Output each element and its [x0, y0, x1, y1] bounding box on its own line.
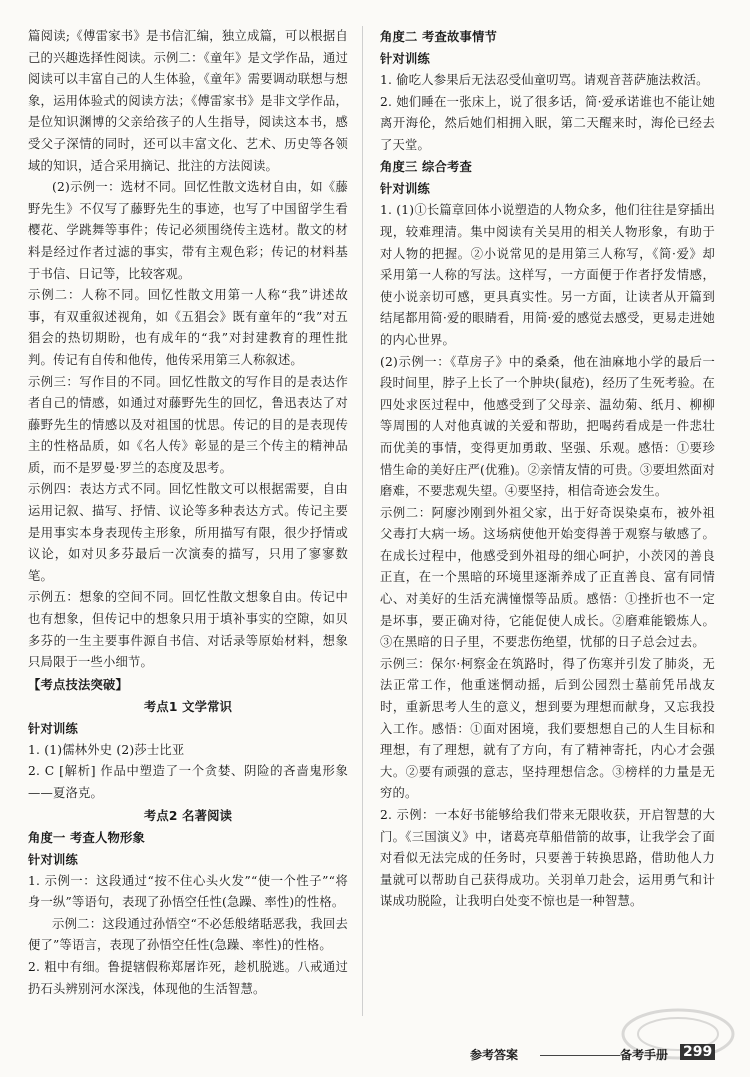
- r-answer-1: 1. 偷吃人参果后无法忍受仙童叨骂。请观音菩萨施法救活。: [380, 73, 709, 87]
- answer-2: 2. C [解析] 作品中塑造了一个贪婪、阴险的吝啬鬼形象——夏洛克。: [28, 764, 348, 800]
- r-answer-6: 示例三：保尔·柯察金在筑路时，得了伤寒并引发了肺炎，无法正常工作，他重迷惘动摇，后到公园烈士墓前凭吊战友时，重新思考人生的意义，想到要为理想而献身，又忘我投入工作。感悟：①面对困境，我们要想想自己的人生目标和理想，有了理想，就有了方向，有了精神寄托，内心才会强大。②要有顽强的意志，坚持理想信念。③榜样的力量是无穷的。: [380, 656, 715, 801]
- left-column: [28, 26, 348, 1000]
- r-answer-4: (2)示例一：《草房子》中的桑桑，他在油麻地小学的最后一段时间里，脖子上长了一个肿块(鼠疮)，经历了生死考验。在四处求医过程中，他感受到了父母亲、温幼菊、纸月、柳柳等周围的人对他真诚的关爱和帮助，把喝药看成是一件悲壮而优美的事情，变得更加勇敢、坚强、乐观。感悟：①要珍惜生命的美好庄严(优雅)。②亲情友情的可贵。③要坦然面对磨难，不要悲观失望。④要坚持，相信奇迹会发生。: [380, 354, 715, 499]
- zhendui-label-2: 针对训练: [28, 852, 78, 867]
- jiaodu-2-title: 角度二 考查故事情节: [380, 30, 497, 44]
- para-2: (2)示例一：选材不同。回忆性散文选材自由，如《藤野先生》不仅写了藤野先生的事迹，也写了中国留学生看樱花、学跳舞等事件；传记必须围绕传主选材。散文的材料是经过作者过滤的事实，带有主观色彩；传记的材料基于书信、日记等，比较客观。: [28, 180, 348, 281]
- answer-4: 2. 粗中有细。鲁提辖假称郑屠诈死，趁机脱逃。八戒通过扔石头辨别河水深浅，体现他的生活智慧。: [28, 959, 348, 996]
- footer-rule: [540, 1055, 620, 1056]
- para-6: 示例五：想象的空间不同。回忆性散文想象自由。传记中也有想象，但传记中的想象只用于填补事实的空隙，如贝多芬的一生主要事件源自书信、对话录等原始材料，想象只局限于一些小细节。: [28, 590, 348, 670]
- r-answer-7: 2. 示例：一本好书能够给我们带来无限收获，开启智慧的大门。《三国演义》中，诸葛亮草船借箭的故事，让我学会了面对看似无法完成的任务时，只要善于转换思路，借助他人力量就可以帮助自己获得成功。关羽单刀赴会，运用勇气和计谋成功脱险，让我明白处变不惊也是一种智慧。: [380, 808, 715, 909]
- r-answer-2: 2. 她们睡在一张床上，说了很多话，简·爱承诺谁也不能让她离开海伦，然后她们相拥入眠，第二天醒来时，海伦已经去了天堂。: [380, 94, 715, 152]
- para-3: 示例二：人称不同。回忆性散文用第一人称“我”讲述故事，有双重叙述视角，如《五猖会》既有童年的“我”对五猖会的热切期盼，也有成年的“我”对封建教育的理性批判。传记有自传和他传，他传采用第三人称叙述。: [28, 288, 348, 367]
- section-title: 【考点技法突破】: [28, 677, 128, 692]
- kaodian-2-title: 考点2 名著阅读: [143, 808, 233, 823]
- footer-label-handbook: 备考手册: [620, 1048, 669, 1062]
- para-4: 示例三：写作目的不同。回忆性散文的写作目的是表达作者自己的情感，如通过对藤野先生的回忆，鲁迅表达了对藤野先生的情感以及对祖国的忧思。传记的目的是表现传主的性格品质，如《名人传》彰显的是三个传主的精神品质，而不是罗曼·罗兰的态度及思考。: [28, 374, 348, 475]
- page-number: 299: [680, 1044, 715, 1060]
- page-footer: [470, 1044, 720, 1064]
- zhendui-label-1: 针对训练: [28, 721, 78, 736]
- column-divider: [362, 26, 363, 1016]
- footer-label-answers: 参考答案: [470, 1048, 519, 1062]
- answer-3: 1. 示例一：这段通过“按不住心头火发”“使一个性子”“将身一纵”等语句，表现了孙悟空任性(急躁、率性)的性格。: [28, 873, 348, 910]
- para-1: 篇阅读;《傅雷家书》是书信汇编，独立成篇，可以根据自己的兴趣选择性阅读。示例二：《童年》是文学作品，通过阅读可以丰富自己的人生体验，《童年》需要调动联想与想象，运用体验式的阅读方法；《傅雷家书》是非文学作品，是位知识渊博的父亲给孩子的人生指导，阅读这本书，感受父子深情的同时，还可以丰富文化、艺术、历史等各领域的知识，适合采用摘记、批注的方法阅读。: [28, 29, 348, 173]
- answer-3b: 示例二：这段通过孙悟空“不必恁般绪聒恶我，我回去便了”等语言，表现了孙悟空任性(急躁、率性)的性格。: [28, 916, 348, 953]
- answer-1: 1. (1)儒林外史 (2)莎士比亚: [28, 742, 185, 757]
- r-answer-5: 示例二：阿廖沙刚到外祖父家，出于好奇误染桌布，被外祖父毒打大病一场。这场病使他开始变得善于观察与敏感了。在成长过程中，他感受到外祖母的细心呵护，小茨冈的善良正直，在一个黑暗的环境里逐渐养成了正直善良、富有同情心、对美好的生活充满憧憬等品质。感悟：①挫折也不一定是坏事，要正确对待，它能促使人成长。②磨难能锻炼人。③在黑暗的日子里，不要悲伤绝望，忧郁的日子总会过去。: [380, 505, 715, 650]
- para-5: 示例四：表达方式不同。回忆性散文可以根据需要，自由运用记叙、描写、抒情、议论等多种表达方式。传记主要是用事实本身表现传主形象，所用描写有限，很少抒情或议论，如对贝多芬最后一次演奏的描写，只用了寥寥数笔。: [28, 482, 348, 583]
- jiaodu-3-title: 角度三 综合考查: [380, 160, 472, 175]
- zhendui-label-4: 针对训练: [380, 182, 430, 197]
- jiaodu-1-title: 角度一 考查人物形象: [28, 830, 145, 845]
- r-answer-3: 1. (1)①长篇章回体小说塑造的人物众多，他们往往是穿插出现，较难理清。集中阅读有关吴用的相关人物形象，有助于对人物的把握。②小说常见的是用第三人称写，《简·爱》却采用第一人称的写法。这样写，一方面便于作者抒发情感，使小说亲切可感，更具真实性。另一方面，让读者从开篇到结尾都用简·爱的眼睛看，用简·爱的感觉去感受，更易走进她的内心世界。: [380, 203, 715, 347]
- right-column: [380, 26, 715, 913]
- zhendui-label-3: 针对训练: [380, 52, 430, 66]
- kaodian-1-title: 考点1 文学常识: [143, 699, 233, 714]
